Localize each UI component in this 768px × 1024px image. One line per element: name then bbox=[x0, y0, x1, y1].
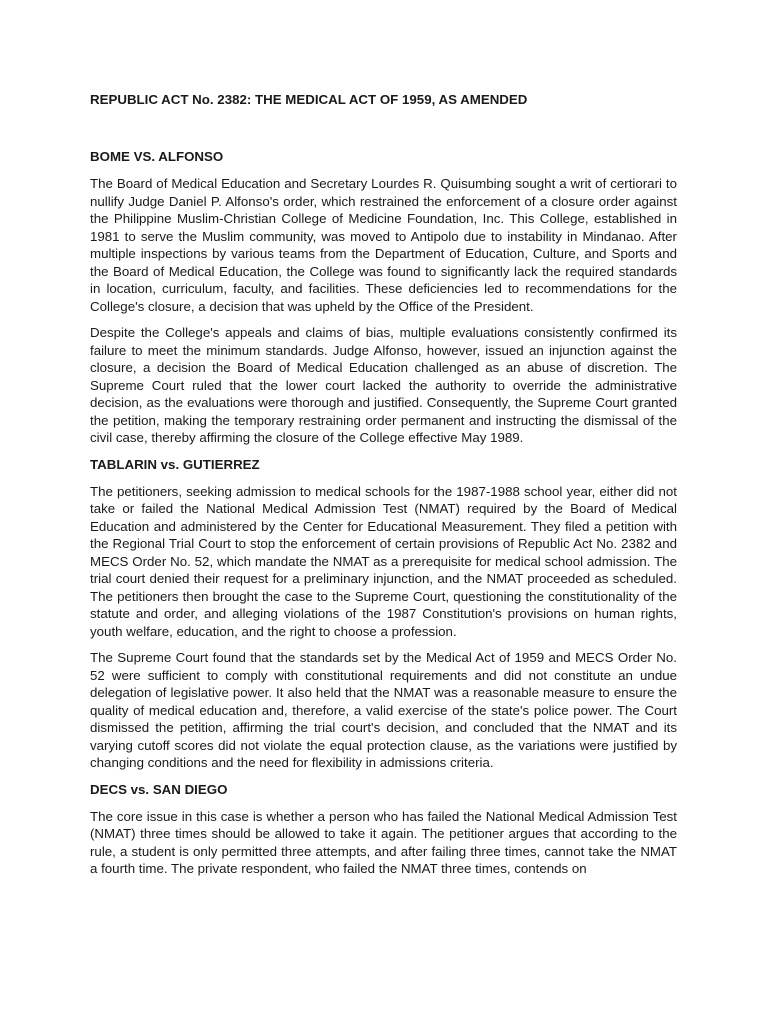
section-heading: TABLARIN vs. GUTIERREZ bbox=[90, 456, 260, 472]
document-page bbox=[90, 91, 677, 878]
paragraph: The Board of Medical Education and Secretary Lourdes R. Quisumbing sought a writ of certiorari to nullify Judge Daniel P. Alfonso's order, which restrained the enforcement of a closure order against the Philippine Muslim-Christian College of Medicine Foundation, Inc. This College, established in 1981 to serve the Muslim community, was moved to Antipolo due to instability in Mindanao. After multiple inspections by various teams from the Department of Education, Culture, and Sports and the Board of Medical Education, the College was found to significantly lack the required standards in location, curriculum, faculty, and facilities. These deficiencies led to recommendations for the College's closure, a decision that was upheld by the Office of the President. bbox=[90, 176, 677, 314]
section-heading: BOME VS. ALFONSO bbox=[90, 149, 224, 164]
section-decs-vs-san-diego bbox=[90, 781, 677, 878]
paragraph: The petitioners, seeking admission to medical schools for the 1987-1988 school year, either did not take or failed the National Medical Admission Test (NMAT) required by the Board of Medical Education and administered by the Center for Educational Measurement. They filed a petition with the Regional Trial Court to stop the enforcement of certain provisions of Republic Act No. 2382 and MECS Order No. 52, which mandate the NMAT as a prerequisite for medical school admission. The trial court denied their request for a preliminary injunction, and the NMAT proceeded as scheduled. The petitioners then brought the case to the Supreme Court, questioning the constitutionality of the statute and order, and alleging violations of the 1987 Constitution's provisions on human rights, youth welfare, education, and the right to choose a profession. bbox=[90, 483, 677, 639]
paragraph: The Supreme Court found that the standards set by the Medical Act of 1959 and MECS Order No. 52 were sufficient to comply with constitutional requirements and did not constitute an undue delegation of legislative power. It also held that the NMAT was a reasonable measure to ensure the quality of medical education and, therefore, a valid exercise of the state's police power. The Court dismissed the petition, affirming the trial court's decision, and concluded that the NMAT and its varying cutoff scores did not violate the equal protection clause, as the variations were justified by changing conditions and the need for flexibility in admissions criteria. bbox=[90, 650, 677, 770]
paragraph: The core issue in this case is whether a person who has failed the National Medical Admission Test (NMAT) three times should be allowed to take it again. The petitioner argues that according to the rule, a student is only permitted three attempts, and after failing three times, cannot take the NMAT a fourth time. The private respondent, who failed the NMAT three times, contends on bbox=[90, 808, 677, 876]
document-title: REPUBLIC ACT No. 2382: THE MEDICAL ACT OF 1959, AS AMENDED bbox=[90, 92, 528, 107]
section-bome-vs-alfonso bbox=[90, 148, 677, 456]
paragraph: Despite the College's appeals and claims of bias, multiple evaluations consistently confirmed its failure to meet the minimum standards. Judge Alfonso, however, issued an injunction against the closure, a decision the Board of Medical Education challenged as an abuse of discretion. The Supreme Court ruled that the lower court lacked the authority to override the administrative decision, as the evaluations were thorough and justified. Consequently, the Supreme Court granted the petition, making the temporary restraining order permanent and instructing the dismissal of the civil case, thereby affirming the closure of the College effective May 1989. bbox=[90, 325, 677, 445]
section-heading: DECS vs. SAN DIEGO bbox=[90, 781, 228, 797]
section-tablarin-vs-gutierrez bbox=[90, 456, 677, 781]
